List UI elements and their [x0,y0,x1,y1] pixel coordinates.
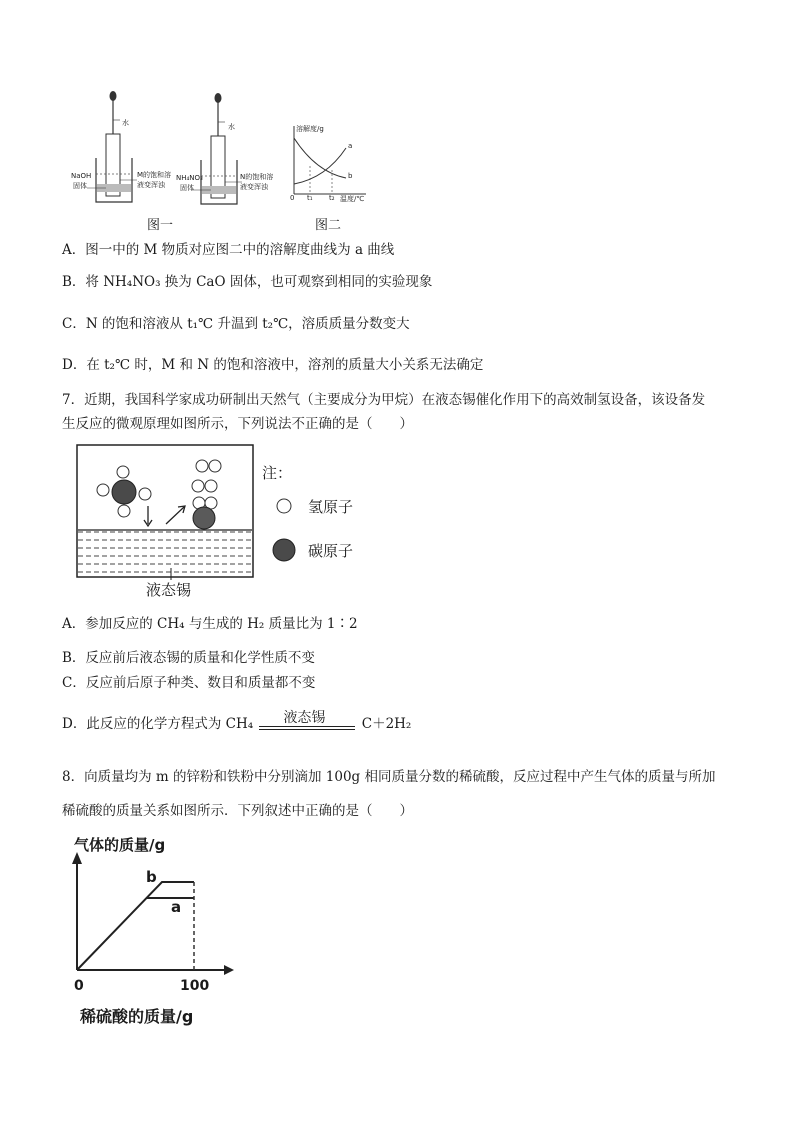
q7-d-prefix: D．此反应的化学方程式为 CH₄ [62,716,254,732]
legend-h-atom-icon [277,499,291,513]
graph2-xlabel: 温度/℃ [340,195,365,203]
nh4no3-label: NH₄NO₃ [176,174,203,182]
graph2-t1: t₁ [307,194,313,202]
q7-reaction-figure [76,444,376,600]
reaction-diagram [76,444,376,600]
curve-b-label: b [146,868,157,886]
graph-ylabel: 气体的质量/g [74,836,166,854]
q6-option-a: A．图一中的 M 物质对应图二中的溶解度曲线为 a 曲线 [62,242,395,258]
c-atom [193,507,215,529]
figure-2 [286,120,376,210]
n-result-label-1: N的饱和溶 [240,173,274,181]
graph-xlabel: 稀硫酸的质量/g [80,1007,194,1026]
dropper-bulb-left [110,91,117,101]
h-atom [97,484,109,496]
q6-option-c: C．N 的饱和溶液从 t₁℃ 升温到 t₂℃，溶质质量分数变大 [62,316,410,332]
caption-fig-2: 图二 [315,218,342,233]
h-atom [196,460,208,472]
water-label-right: 水 [228,123,235,131]
curve-b [77,882,194,970]
h-atom [117,466,129,478]
q8-stem-line-2: 稀硫酸的质量关系如图所示．下列叙述中正确的是（ ） [62,803,413,819]
legend-c-label: 碳原子 [308,542,354,560]
water-label-left: 水 [122,119,129,127]
graph-x-tick-100: 100 [180,978,210,994]
curve-a-label: a [171,898,182,916]
q7-option-b: B．反应前后液态锡的质量和化学性质不变 [62,650,315,666]
caption-fig-1: 图一 [147,218,174,233]
graph2-origin: 0 [290,194,295,202]
nh4no3-solid-label: 固体 [180,184,194,192]
q8-graph [62,828,262,1028]
m-result-label-1: M的饱和溶 [137,171,172,179]
n-result-label-2: 液变浑浊 [240,183,268,191]
naoh-solid-label: 固体 [73,182,87,190]
h-atom [209,460,221,472]
q7-stem-line-2: 生反应的微观原理如图所示，下列说法不正确的是（ ） [62,416,413,432]
q7-d-suffix: C＋2H₂ [361,716,412,732]
gas-mass-graph [62,828,262,1028]
dropper-bulb-right [215,93,222,103]
graph2-curve-a-label: a [348,142,353,150]
c-atom [112,480,136,504]
reaction-condition-label: 液态锡 [283,710,326,726]
graph2-t2: t₂ [329,194,335,202]
liquid-tin-label: 液态锡 [146,581,192,599]
h-atom [192,480,204,492]
h-atom [205,480,217,492]
naoh-label: NaOH [71,172,92,180]
q7-stem-line-1: 7．近期，我国科学家成功研制出天然气（主要成分为甲烷）在液态锡催化作用下的高效制氢设备，该设备发 [62,392,706,408]
legend-h-label: 氢原子 [308,498,354,516]
q7-option-d [62,710,412,733]
graph2-ylabel: 溶解度/g [296,125,324,133]
legend-title: 注： [262,464,293,482]
h-atom [139,488,151,500]
legend-c-atom-icon [273,539,295,561]
q6-option-b: B．将 NH₄NO₃ 换为 CaO 固体，也可观察到相同的实验现象 [62,274,433,290]
q7-option-c: C．反应前后原子种类、数目和质量都不变 [62,675,316,691]
q7-option-a: A．参加反应的 CH₄ 与生成的 H₂ 质量比为 1∶2 [62,616,358,632]
graph-origin: 0 [74,978,84,994]
m-result-label-2: 液变浑浊 [137,181,165,189]
graph2-curve-b-label: b [348,172,353,180]
q8-stem-line-1: 8．向质量均为 m 的锌粉和铁粉中分别滴加 100g 相同质量分数的稀硫酸，反应过程中产生气体的质量与所加 [62,769,716,785]
q6-option-d: D．在 t₂℃ 时，M 和 N 的饱和溶液中，溶剂的质量大小关系无法确定 [62,357,484,373]
h-atom [118,505,130,517]
